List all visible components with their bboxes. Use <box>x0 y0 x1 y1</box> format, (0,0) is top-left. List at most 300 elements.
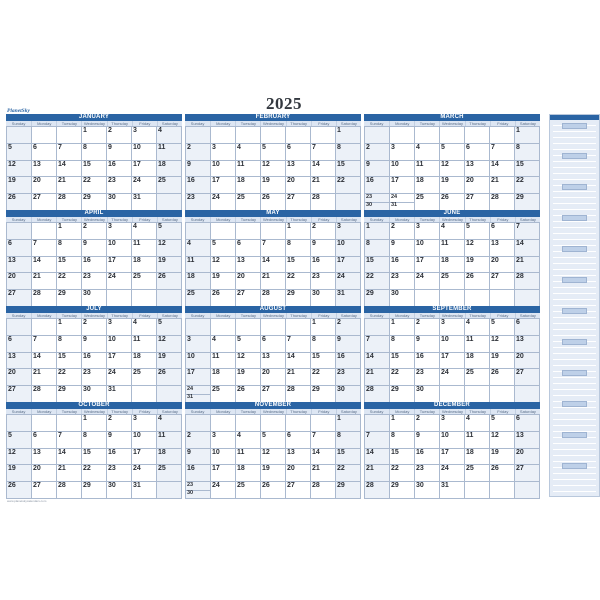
day-cell[interactable] <box>82 290 107 307</box>
day-cell[interactable] <box>286 127 311 144</box>
day-cell[interactable] <box>82 482 107 499</box>
day-cell[interactable] <box>7 336 32 353</box>
day-cell[interactable] <box>186 319 211 336</box>
day-cell[interactable] <box>490 353 515 370</box>
day-cell[interactable] <box>132 449 157 466</box>
day-cell[interactable] <box>32 432 57 449</box>
day-cell[interactable] <box>57 319 82 336</box>
day-cell[interactable] <box>82 273 107 290</box>
day-cell[interactable] <box>211 127 236 144</box>
day-cell[interactable] <box>415 415 440 432</box>
day-cell[interactable] <box>415 336 440 353</box>
day-cell[interactable] <box>490 336 515 353</box>
day-cell[interactable] <box>515 290 540 307</box>
day-cell[interactable] <box>7 319 32 336</box>
day-cell[interactable] <box>311 144 336 161</box>
day-cell[interactable] <box>390 336 415 353</box>
day-cell[interactable] <box>7 482 32 499</box>
day-cell[interactable] <box>236 223 261 240</box>
day-cell[interactable] <box>82 257 107 274</box>
day-cell[interactable] <box>261 432 286 449</box>
day-cell[interactable] <box>515 432 540 449</box>
day-cell[interactable] <box>490 449 515 466</box>
day-cell[interactable] <box>186 240 211 257</box>
day-cell[interactable] <box>107 482 132 499</box>
day-cell[interactable] <box>236 194 261 211</box>
day-cell[interactable] <box>390 369 415 386</box>
day-cell[interactable] <box>336 194 361 211</box>
day-cell[interactable] <box>157 465 182 482</box>
day-cell[interactable] <box>286 386 311 403</box>
day-cell[interactable] <box>107 336 132 353</box>
day-cell[interactable] <box>440 353 465 370</box>
day-cell[interactable] <box>311 369 336 386</box>
day-cell[interactable] <box>211 240 236 257</box>
day-cell[interactable] <box>157 415 182 432</box>
day-cell[interactable] <box>365 319 390 336</box>
day-cell[interactable] <box>336 319 361 336</box>
day-cell[interactable] <box>465 432 490 449</box>
day-cell[interactable] <box>440 257 465 274</box>
day-cell[interactable] <box>515 127 540 144</box>
day-cell[interactable] <box>211 369 236 386</box>
day-cell[interactable] <box>336 386 361 403</box>
day-cell[interactable] <box>440 432 465 449</box>
day-cell[interactable] <box>236 353 261 370</box>
day-cell[interactable] <box>336 161 361 178</box>
day-cell[interactable] <box>211 144 236 161</box>
day-cell[interactable] <box>415 369 440 386</box>
day-cell[interactable] <box>57 194 82 211</box>
day-cell[interactable] <box>236 465 261 482</box>
day-cell[interactable] <box>211 432 236 449</box>
day-cell[interactable] <box>336 449 361 466</box>
day-cell[interactable] <box>490 194 515 211</box>
day-cell[interactable] <box>107 369 132 386</box>
day-cell[interactable] <box>286 432 311 449</box>
day-cell[interactable] <box>365 177 390 194</box>
day-cell[interactable] <box>107 177 132 194</box>
day-cell[interactable] <box>186 257 211 274</box>
day-cell[interactable] <box>465 144 490 161</box>
day-cell[interactable] <box>186 290 211 307</box>
day-cell[interactable] <box>286 273 311 290</box>
day-cell[interactable] <box>57 482 82 499</box>
day-cell[interactable] <box>32 161 57 178</box>
day-cell[interactable] <box>211 177 236 194</box>
day-cell[interactable] <box>515 240 540 257</box>
day-cell[interactable] <box>107 386 132 403</box>
day-cell[interactable] <box>515 415 540 432</box>
day-cell[interactable] <box>490 465 515 482</box>
day-cell[interactable] <box>490 369 515 386</box>
day-cell[interactable] <box>82 223 107 240</box>
day-cell[interactable] <box>490 482 515 499</box>
day-cell[interactable] <box>7 353 32 370</box>
day-cell[interactable] <box>32 127 57 144</box>
day-cell[interactable] <box>57 161 82 178</box>
day-cell[interactable] <box>286 257 311 274</box>
day-cell[interactable] <box>390 144 415 161</box>
day-cell[interactable] <box>107 415 132 432</box>
day-cell[interactable] <box>132 273 157 290</box>
day-cell[interactable] <box>390 449 415 466</box>
day-cell[interactable] <box>186 353 211 370</box>
day-cell[interactable] <box>107 240 132 257</box>
day-cell[interactable] <box>107 194 132 211</box>
day-cell[interactable] <box>57 144 82 161</box>
day-cell[interactable] <box>286 290 311 307</box>
day-cell[interactable] <box>286 353 311 370</box>
day-cell[interactable] <box>261 386 286 403</box>
day-cell[interactable] <box>236 482 261 499</box>
day-cell[interactable] <box>365 386 390 403</box>
day-cell[interactable] <box>286 369 311 386</box>
day-cell[interactable] <box>157 353 182 370</box>
day-cell[interactable] <box>132 161 157 178</box>
day-cell[interactable] <box>82 319 107 336</box>
day-cell[interactable] <box>365 482 390 499</box>
day-cell[interactable] <box>515 449 540 466</box>
day-cell[interactable] <box>415 319 440 336</box>
day-cell[interactable] <box>365 194 390 211</box>
day-cell[interactable] <box>390 353 415 370</box>
day-cell[interactable] <box>440 319 465 336</box>
day-cell[interactable] <box>107 290 132 307</box>
day-cell[interactable] <box>311 177 336 194</box>
day-cell[interactable] <box>365 336 390 353</box>
day-cell[interactable] <box>465 240 490 257</box>
day-cell[interactable] <box>132 482 157 499</box>
day-cell[interactable] <box>515 336 540 353</box>
day-cell[interactable] <box>515 177 540 194</box>
day-cell[interactable] <box>211 161 236 178</box>
day-cell[interactable] <box>440 336 465 353</box>
day-cell[interactable] <box>7 449 32 466</box>
day-cell[interactable] <box>390 386 415 403</box>
day-cell[interactable] <box>82 449 107 466</box>
day-cell[interactable] <box>82 369 107 386</box>
day-cell[interactable] <box>390 482 415 499</box>
day-cell[interactable] <box>465 369 490 386</box>
day-cell[interactable] <box>211 336 236 353</box>
day-cell[interactable] <box>132 369 157 386</box>
day-cell[interactable] <box>132 194 157 211</box>
day-cell[interactable] <box>415 161 440 178</box>
day-cell[interactable] <box>336 273 361 290</box>
day-cell[interactable] <box>261 290 286 307</box>
day-cell[interactable] <box>311 273 336 290</box>
day-cell[interactable] <box>261 319 286 336</box>
day-cell[interactable] <box>465 194 490 211</box>
day-cell[interactable] <box>465 177 490 194</box>
day-cell[interactable] <box>157 290 182 307</box>
day-cell[interactable] <box>157 336 182 353</box>
day-cell[interactable] <box>286 465 311 482</box>
day-cell[interactable] <box>107 465 132 482</box>
day-cell[interactable] <box>32 257 57 274</box>
day-cell[interactable] <box>211 449 236 466</box>
day-cell[interactable] <box>336 240 361 257</box>
day-cell[interactable] <box>107 161 132 178</box>
day-cell[interactable] <box>415 290 440 307</box>
day-cell[interactable] <box>157 127 182 144</box>
day-cell[interactable] <box>157 177 182 194</box>
day-cell[interactable] <box>186 415 211 432</box>
day-cell[interactable] <box>286 144 311 161</box>
day-cell[interactable] <box>157 432 182 449</box>
day-cell[interactable] <box>440 177 465 194</box>
day-cell[interactable] <box>365 144 390 161</box>
day-cell[interactable] <box>132 465 157 482</box>
day-cell[interactable] <box>365 465 390 482</box>
day-cell[interactable] <box>82 161 107 178</box>
day-cell[interactable] <box>311 432 336 449</box>
day-cell[interactable] <box>32 194 57 211</box>
day-cell[interactable] <box>365 273 390 290</box>
day-cell[interactable] <box>7 177 32 194</box>
day-cell[interactable] <box>157 161 182 178</box>
day-cell[interactable] <box>415 482 440 499</box>
day-cell[interactable] <box>32 449 57 466</box>
day-cell[interactable] <box>132 353 157 370</box>
day-cell[interactable] <box>186 273 211 290</box>
day-cell[interactable] <box>32 336 57 353</box>
day-cell[interactable] <box>186 336 211 353</box>
day-cell[interactable] <box>415 353 440 370</box>
day-cell[interactable] <box>82 144 107 161</box>
day-cell[interactable] <box>157 319 182 336</box>
day-cell[interactable] <box>286 336 311 353</box>
day-cell[interactable] <box>261 127 286 144</box>
day-cell[interactable] <box>57 336 82 353</box>
day-cell[interactable] <box>107 273 132 290</box>
day-cell[interactable] <box>365 415 390 432</box>
day-cell[interactable] <box>32 415 57 432</box>
day-cell[interactable] <box>7 369 32 386</box>
day-cell[interactable] <box>186 177 211 194</box>
day-cell[interactable] <box>515 194 540 211</box>
day-cell[interactable] <box>336 353 361 370</box>
day-cell[interactable] <box>7 127 32 144</box>
day-cell[interactable] <box>211 465 236 482</box>
day-cell[interactable] <box>157 144 182 161</box>
day-cell[interactable] <box>336 432 361 449</box>
day-cell[interactable] <box>186 386 211 403</box>
day-cell[interactable] <box>107 223 132 240</box>
day-cell[interactable] <box>57 240 82 257</box>
day-cell[interactable] <box>465 273 490 290</box>
day-cell[interactable] <box>415 257 440 274</box>
day-cell[interactable] <box>32 353 57 370</box>
day-cell[interactable] <box>261 223 286 240</box>
day-cell[interactable] <box>186 432 211 449</box>
day-cell[interactable] <box>211 415 236 432</box>
day-cell[interactable] <box>440 386 465 403</box>
day-cell[interactable] <box>57 449 82 466</box>
day-cell[interactable] <box>286 449 311 466</box>
day-cell[interactable] <box>32 273 57 290</box>
day-cell[interactable] <box>311 240 336 257</box>
day-cell[interactable] <box>440 449 465 466</box>
day-cell[interactable] <box>211 319 236 336</box>
day-cell[interactable] <box>211 257 236 274</box>
day-cell[interactable] <box>32 386 57 403</box>
day-cell[interactable] <box>157 482 182 499</box>
day-cell[interactable] <box>211 482 236 499</box>
day-cell[interactable] <box>57 465 82 482</box>
day-cell[interactable] <box>415 144 440 161</box>
day-cell[interactable] <box>211 290 236 307</box>
day-cell[interactable] <box>261 369 286 386</box>
day-cell[interactable] <box>365 432 390 449</box>
day-cell[interactable] <box>82 240 107 257</box>
day-cell[interactable] <box>336 369 361 386</box>
day-cell[interactable] <box>440 415 465 432</box>
day-cell[interactable] <box>336 465 361 482</box>
day-cell[interactable] <box>186 482 211 499</box>
day-cell[interactable] <box>157 386 182 403</box>
day-cell[interactable] <box>465 223 490 240</box>
day-cell[interactable] <box>132 257 157 274</box>
day-cell[interactable] <box>132 386 157 403</box>
day-cell[interactable] <box>107 127 132 144</box>
day-cell[interactable] <box>186 127 211 144</box>
day-cell[interactable] <box>186 161 211 178</box>
day-cell[interactable] <box>311 161 336 178</box>
day-cell[interactable] <box>336 290 361 307</box>
day-cell[interactable] <box>390 257 415 274</box>
day-cell[interactable] <box>465 336 490 353</box>
day-cell[interactable] <box>465 415 490 432</box>
day-cell[interactable] <box>7 240 32 257</box>
day-cell[interactable] <box>261 161 286 178</box>
day-cell[interactable] <box>32 482 57 499</box>
day-cell[interactable] <box>132 415 157 432</box>
day-cell[interactable] <box>336 482 361 499</box>
day-cell[interactable] <box>211 353 236 370</box>
day-cell[interactable] <box>311 290 336 307</box>
day-cell[interactable] <box>390 177 415 194</box>
day-cell[interactable] <box>336 177 361 194</box>
day-cell[interactable] <box>415 240 440 257</box>
day-cell[interactable] <box>311 465 336 482</box>
day-cell[interactable] <box>157 449 182 466</box>
day-cell[interactable] <box>236 161 261 178</box>
day-cell[interactable] <box>157 273 182 290</box>
day-cell[interactable] <box>365 127 390 144</box>
day-cell[interactable] <box>336 415 361 432</box>
day-cell[interactable] <box>107 319 132 336</box>
day-cell[interactable] <box>515 319 540 336</box>
day-cell[interactable] <box>390 319 415 336</box>
day-cell[interactable] <box>82 194 107 211</box>
day-cell[interactable] <box>186 144 211 161</box>
day-cell[interactable] <box>390 161 415 178</box>
day-cell[interactable] <box>490 127 515 144</box>
day-cell[interactable] <box>415 177 440 194</box>
day-cell[interactable] <box>390 465 415 482</box>
day-cell[interactable] <box>490 257 515 274</box>
day-cell[interactable] <box>311 223 336 240</box>
day-cell[interactable] <box>490 240 515 257</box>
day-cell[interactable] <box>236 127 261 144</box>
day-cell[interactable] <box>311 194 336 211</box>
day-cell[interactable] <box>82 415 107 432</box>
day-cell[interactable] <box>515 369 540 386</box>
day-cell[interactable] <box>490 290 515 307</box>
day-cell[interactable] <box>490 432 515 449</box>
day-cell[interactable] <box>186 194 211 211</box>
day-cell[interactable] <box>515 223 540 240</box>
day-cell[interactable] <box>236 386 261 403</box>
day-cell[interactable] <box>286 223 311 240</box>
day-cell[interactable] <box>440 161 465 178</box>
day-cell[interactable] <box>261 465 286 482</box>
day-cell[interactable] <box>365 369 390 386</box>
day-cell[interactable] <box>390 415 415 432</box>
day-cell[interactable] <box>32 319 57 336</box>
day-cell[interactable] <box>286 177 311 194</box>
day-cell[interactable] <box>32 369 57 386</box>
day-cell[interactable] <box>440 223 465 240</box>
day-cell[interactable] <box>261 177 286 194</box>
day-cell[interactable] <box>107 353 132 370</box>
day-cell[interactable] <box>415 194 440 211</box>
day-cell[interactable] <box>57 353 82 370</box>
day-cell[interactable] <box>57 127 82 144</box>
day-cell[interactable] <box>157 223 182 240</box>
day-cell[interactable] <box>132 240 157 257</box>
day-cell[interactable] <box>82 353 107 370</box>
day-cell[interactable] <box>311 353 336 370</box>
day-cell[interactable] <box>236 432 261 449</box>
day-cell[interactable] <box>236 240 261 257</box>
day-cell[interactable] <box>465 449 490 466</box>
day-cell[interactable] <box>107 257 132 274</box>
day-cell[interactable] <box>7 386 32 403</box>
day-cell[interactable] <box>157 194 182 211</box>
day-cell[interactable] <box>286 319 311 336</box>
day-cell[interactable] <box>261 240 286 257</box>
day-cell[interactable] <box>490 144 515 161</box>
day-cell[interactable] <box>82 177 107 194</box>
day-cell[interactable] <box>261 144 286 161</box>
day-cell[interactable] <box>336 144 361 161</box>
day-cell[interactable] <box>82 465 107 482</box>
day-cell[interactable] <box>336 223 361 240</box>
day-cell[interactable] <box>515 386 540 403</box>
day-cell[interactable] <box>440 482 465 499</box>
day-cell[interactable] <box>490 415 515 432</box>
day-cell[interactable] <box>236 144 261 161</box>
day-cell[interactable] <box>32 465 57 482</box>
day-cell[interactable] <box>7 290 32 307</box>
day-cell[interactable] <box>465 465 490 482</box>
day-cell[interactable] <box>465 319 490 336</box>
day-cell[interactable] <box>515 482 540 499</box>
day-cell[interactable] <box>465 482 490 499</box>
day-cell[interactable] <box>211 223 236 240</box>
day-cell[interactable] <box>7 144 32 161</box>
day-cell[interactable] <box>415 223 440 240</box>
day-cell[interactable] <box>365 240 390 257</box>
day-cell[interactable] <box>365 449 390 466</box>
day-cell[interactable] <box>132 127 157 144</box>
day-cell[interactable] <box>390 432 415 449</box>
day-cell[interactable] <box>311 127 336 144</box>
day-cell[interactable] <box>336 336 361 353</box>
